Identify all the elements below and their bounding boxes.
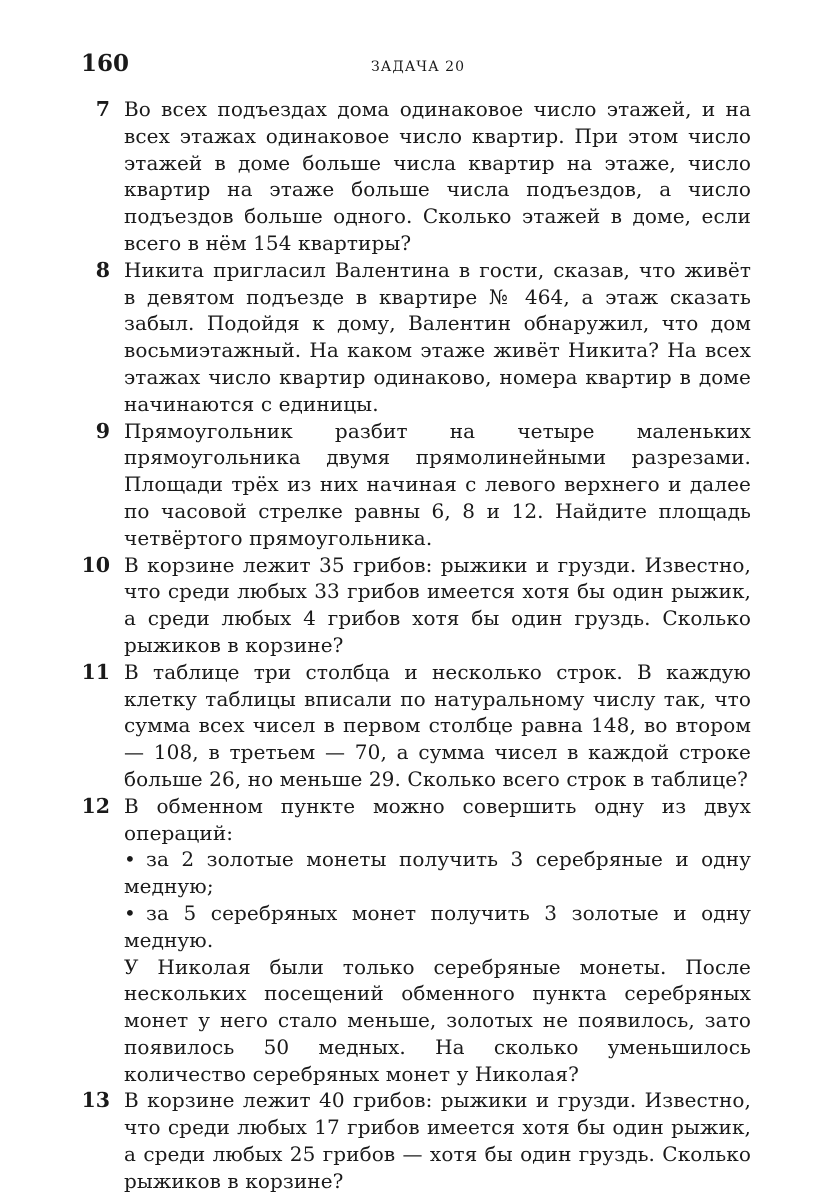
problem-number: 7 xyxy=(95,97,110,121)
problem-statement: Прямоугольник разбит на четыре маленьких прямоугольника двумя прямолинейными разрезами. Площади трёх из них начиная с левого верхнего и далее по часовой стрелке равны 6, 8 и 12. Найдите площадь четвёртого прямоугольника. xyxy=(124,418,751,550)
problem-text xyxy=(124,1087,751,1194)
problem-8 xyxy=(60,257,760,418)
problem-intro: В обменном пункте можно совершить одну из двух операций: xyxy=(124,793,751,845)
problem-13 xyxy=(60,1087,760,1194)
problem-statement: Во всех подъездах дома одинаковое число этажей, и на всех этажах одинаковое число квартир. При этом число этажей в доме больше числа квартир на этаже, число квартир на этаже больше числа подъездов, а число подъездов больше одного. Сколько этажей в доме, если всего в нём 154 квартиры? xyxy=(124,97,751,255)
bullet-text: за 5 серебряных монет получить 3 золотые и одну медную. xyxy=(124,900,751,952)
problem-statement: В таблице три столбца и несколько строк. В каждую клетку таблицы вписали по натуральному числу так, что сумма всех чисел в первом столбце равна 148, во втором — 108, в третьем — 70, а сумма чисел в каждой строке больше 26, но меньше 29. Сколько всего строк в таблице? xyxy=(124,659,751,791)
problem-number: 9 xyxy=(95,418,110,443)
problem-statement: В корзине лежит 40 грибов: рыжики и грузди. Известно, что среди любых 17 грибов имеется хотя бы один рыжик, а среди любых 25 грибов — хотя бы один груздь. Сколько рыжиков в корзине? xyxy=(124,1088,751,1193)
bullet-glyph: • xyxy=(124,847,136,872)
problem-12 xyxy=(60,793,760,1088)
problem-text xyxy=(124,418,751,552)
problem-9 xyxy=(60,418,760,552)
page-header xyxy=(81,50,751,84)
problem-number: 10 xyxy=(81,552,110,577)
page-number: 160 xyxy=(81,50,130,77)
problem-10 xyxy=(60,552,760,659)
problem-list xyxy=(60,96,760,1195)
problem-text xyxy=(124,96,751,257)
bullet-text: за 2 золотые монеты получить 3 серебряные и одну медную; xyxy=(124,847,751,899)
problem-7 xyxy=(60,96,760,257)
running-head: ЗАДАЧА 20 xyxy=(371,59,465,75)
bullet-glyph: • xyxy=(124,900,136,925)
problem-statement: В корзине лежит 35 грибов: рыжики и грузди. Известно, что среди любых 33 грибов имеется хотя бы один рыжик, а среди любых 4 грибов хотя бы один груздь. Сколько рыжиков в корзине? xyxy=(124,552,751,657)
problem-number: 11 xyxy=(81,659,110,684)
problem-number: 12 xyxy=(81,793,110,818)
problem-text xyxy=(124,552,751,659)
bullet-item xyxy=(124,900,751,954)
bullet-item xyxy=(124,846,751,900)
problem-11 xyxy=(60,659,760,793)
problem-outro: У Николая были только серебряные монеты. После нескольких посещений обменного пункта серебряных монет у него стало меньше, золотых не появилось, зато появилось 50 медных. На сколько уменьшилось количество серебряных монет у Николая? xyxy=(124,954,751,1086)
problem-number: 13 xyxy=(81,1088,110,1113)
problem-text xyxy=(124,257,751,418)
problem-statement: Никита пригласил Валентина в гости, сказав, что живёт в девятом подъезде в квартире № 464, а этаж сказать забыл. Подойдя к дому, Валентин обнаружил, что дом восьмиэтажный. На каком этаже живёт Никита? На всех этажах число квартир одинаково, номера квартир в доме начинаются с единицы. xyxy=(124,257,751,416)
problem-text xyxy=(124,793,751,1088)
problem-number: 8 xyxy=(95,257,110,282)
problem-text xyxy=(124,659,751,793)
